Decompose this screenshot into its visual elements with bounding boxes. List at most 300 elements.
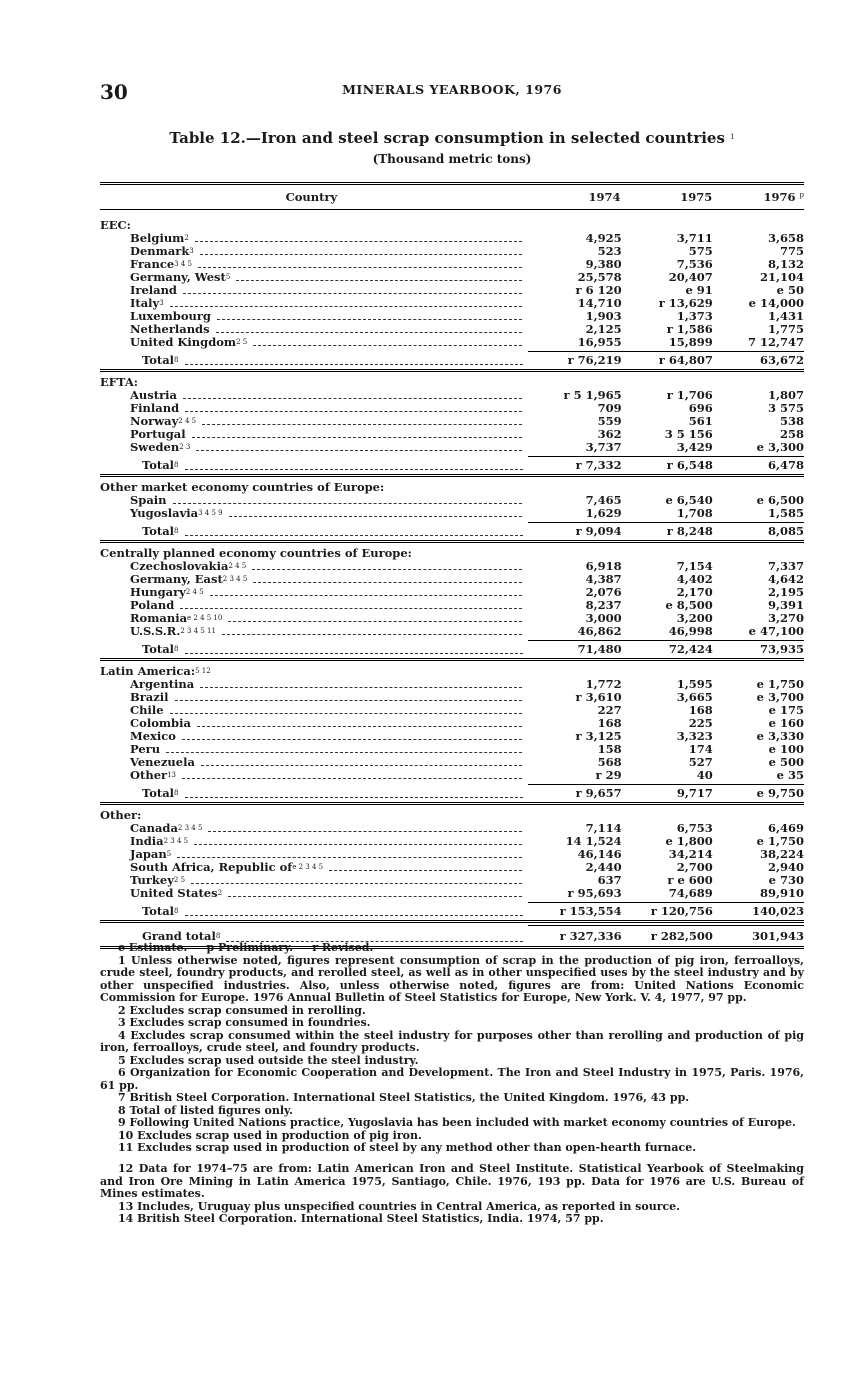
table-row-leader: [229, 516, 523, 517]
total-row-value-0: r 153,554: [559, 904, 622, 918]
table-row-label-cell: [100, 625, 524, 638]
table-row-label: Luxembourg: [130, 310, 211, 323]
table-row-value-2: e 160: [768, 716, 804, 730]
table-row-value-2: e 47,100: [748, 624, 804, 638]
double-rule: [100, 920, 804, 923]
total-rule: [528, 456, 804, 457]
footnote: 3 Excludes scrap consumed in foundries.: [118, 1016, 371, 1029]
table-row-value-0: 2,076: [585, 585, 622, 599]
table-row-value-0: 637: [597, 873, 622, 887]
table-row-leader: [185, 411, 522, 412]
group-heading-label: Latin America:: [100, 664, 196, 678]
table-row-note: 2: [217, 889, 223, 897]
table-row-value-2: e 50: [776, 283, 804, 297]
table-row-value-1: e 1,800: [665, 834, 713, 848]
table-row-note: 2 4 5: [178, 417, 197, 425]
col-header-country-label: Country: [285, 190, 338, 204]
total-row-label-cell: [100, 642, 525, 657]
table-row-value-0: 362: [597, 427, 622, 441]
footnote: 13 Includes, Uruguay plus unspecified countries in Central America, as reported in source.: [118, 1199, 681, 1213]
table-row-label-cell: [100, 415, 524, 428]
group-heading-label: EFTA:: [100, 375, 139, 389]
table-row-value-0: 158: [597, 742, 622, 756]
table-row-value-2: 6,469: [767, 821, 804, 835]
table-row-leader: [183, 293, 523, 294]
total-row-value-0: r 9,094: [575, 524, 622, 538]
total-rule: [528, 784, 804, 785]
table-row-value-2: e 100: [768, 742, 804, 756]
grand-total-row-value-2: 301,943: [751, 929, 804, 943]
total-row-leader: [185, 469, 523, 470]
table-row-leader: [217, 319, 523, 320]
table-row-value-2: 3 575: [767, 401, 804, 415]
total-row-label: Total: [142, 786, 175, 800]
table-row-value-1: 3 5 156: [664, 427, 713, 441]
group-heading-cell: [100, 546, 528, 560]
grand-total-row-value-1: r 282,500: [650, 929, 713, 943]
table-row-label: Turkey: [130, 874, 174, 887]
table-row-label: Venezuela: [130, 756, 195, 769]
table-row-leader: [173, 503, 523, 504]
total-row-value-2: 8,085: [767, 524, 804, 538]
table-row-label-cell: [100, 258, 524, 271]
table-row-value-2: 1,775: [767, 322, 804, 336]
table-row-value-2: e 6,500: [756, 493, 804, 507]
table-row-label: Denmark: [130, 245, 190, 258]
table-row-value-1: 174: [688, 742, 713, 756]
total-row-note: 8: [174, 527, 179, 535]
page-number: 30: [100, 80, 128, 104]
table-row-value-2: 7 12,747: [747, 335, 804, 349]
table-row-label: Argentina: [130, 678, 195, 691]
table-row-value-0: 46,146: [577, 847, 622, 861]
table-row-value-0: 16,955: [577, 335, 622, 349]
table-row-value-1: e 8,500: [665, 598, 713, 612]
table-row-value-0: r 6 120: [575, 283, 622, 297]
footnote: 7 British Steel Corporation. International Steel Statistics, the United Kingdom. 1976, 43 pp.: [118, 1091, 690, 1104]
table-row-label-cell: [100, 822, 524, 835]
table-row-leader: [222, 634, 523, 635]
table-row-leader: [236, 280, 522, 281]
table-row-label-cell: [100, 271, 524, 284]
table-row-label: Portugal: [130, 428, 186, 441]
table-row-leader: [208, 831, 522, 832]
table-subtitle: (Thousand metric tons): [372, 152, 532, 166]
table-row-value-0: 568: [597, 755, 622, 769]
table-row-note: 2: [184, 234, 189, 242]
table-row-value-1: 168: [688, 703, 713, 717]
table-row-value-2: 538: [779, 414, 804, 428]
total-row-note: 8: [174, 789, 179, 797]
col-header-1975: 1975: [680, 190, 713, 204]
table-row-label-cell: [100, 245, 524, 258]
table-row-value-1: 3,200: [676, 611, 713, 625]
table-row-value-0: r 5 1,965: [563, 388, 622, 402]
table-row-label-cell: [100, 848, 524, 861]
table-row-value-2: 1,807: [767, 388, 804, 402]
table-row-label: Spain: [130, 494, 167, 507]
table-row-value-0: r 3,610: [575, 690, 622, 704]
table-row-label-cell: [100, 717, 524, 730]
table-row-value-2: 1,585: [767, 506, 804, 520]
table-row-label: Czechoslovakia: [130, 560, 229, 573]
table-row-note: 2 5: [236, 338, 248, 346]
table-row-value-2: 4,642: [767, 572, 804, 586]
table-row-value-0: 523: [597, 244, 622, 258]
table-row-label: U.S.S.R.: [130, 625, 181, 638]
table-row-value-0: 4,387: [585, 572, 622, 586]
total-row-value-2: 63,672: [759, 353, 804, 367]
total-row-note: 8: [174, 356, 179, 364]
table-row-note: 3: [189, 247, 194, 255]
table-row-value-2: 9,391: [767, 598, 804, 612]
table-row-label-cell: [100, 336, 524, 349]
total-row-value-0: r 76,219: [567, 353, 622, 367]
total-row-value-2: e 9,750: [756, 786, 804, 800]
table-row-label-cell: [100, 323, 524, 336]
grand-total-row-value-0: r 327,336: [559, 929, 622, 943]
table-row-label: Chile: [130, 704, 164, 717]
group-heading-cell: [100, 480, 528, 494]
double-rule: [100, 369, 804, 372]
table-row-note: 2 4 5: [185, 588, 204, 596]
total-row-value-0: r 7,332: [575, 458, 622, 472]
table-row-value-0: 8,237: [585, 598, 622, 612]
table-row-value-0: 4,925: [585, 231, 622, 245]
table-row-note: 2 4 5: [228, 562, 247, 570]
table-row-value-1: 7,154: [676, 559, 713, 573]
total-row-value-1: r 8,248: [666, 524, 713, 538]
table-row-value-1: 561: [688, 414, 713, 428]
group-heading: [100, 808, 804, 822]
table-row-value-1: 34,214: [668, 847, 713, 861]
table-row-value-2: e 1,750: [756, 677, 804, 691]
table-row-value-0: 709: [597, 401, 622, 415]
table-row-note: e 2 4 5 10: [187, 614, 223, 622]
table-row-label: France: [130, 258, 175, 271]
total-row-value-1: 72,424: [668, 642, 713, 656]
table-body: [100, 218, 804, 949]
table-row-label: Sweden: [130, 441, 180, 454]
table-row-label: Austria: [130, 389, 177, 402]
table-row-value-1: 3,429: [676, 440, 713, 454]
table-row-label: Norway: [130, 415, 179, 428]
table-row-leader: [191, 883, 522, 884]
table-row-label-cell: [100, 573, 524, 586]
table-row-value-1: 3,665: [676, 690, 713, 704]
table-row-leader: [182, 739, 523, 740]
table-row-label-cell: [100, 389, 524, 402]
table-row-label: Hungary: [130, 586, 186, 599]
table-row-value-0: r 29: [595, 768, 622, 782]
table-row: [100, 441, 804, 454]
table-row-note: 2 3 4 5 11: [180, 627, 216, 635]
table-row-value-1: 15,899: [668, 335, 713, 349]
table-row-value-1: 225: [688, 716, 713, 730]
col-header-1976: [712, 190, 804, 204]
grand-total-row-label: Grand total: [142, 929, 216, 943]
table-row-value-1: 40: [696, 768, 713, 782]
col-header-1976-label: 1976: [763, 190, 796, 204]
total-row-note: 8: [174, 907, 179, 915]
group-heading-cell: [100, 218, 528, 232]
group-heading-cell: [100, 375, 528, 389]
table-row-value-2: 2,195: [767, 585, 804, 599]
total-row-label: Total: [142, 904, 175, 918]
footnote: 1 Unless otherwise noted, figures represent consumption of scrap in the production of pig iron, ferroalloys, crude steel, foundry products, and rerolled steel, as well as in other unspecified uses by the steel industry and by other unspecified industries. Also, unless otherwise noted, figures are from: United Nations Economic Commission for Europe. 1976 Annual Bulletin of Steel Statistics for Europe, New York. V. 4, 1977, 97 pp.: [100, 953, 804, 1004]
total-row-leader: [185, 915, 523, 916]
table-row-label: Ireland: [130, 284, 177, 297]
table-row-value-1: r 1,706: [666, 388, 713, 402]
table-row-label-cell: [100, 402, 524, 415]
table-row-label-cell: [100, 494, 524, 507]
table-title-note: 1: [730, 133, 735, 141]
total-row-label: Total: [142, 458, 175, 472]
table-row-value-1: r e 600: [667, 873, 713, 887]
table-row-label-cell: [100, 769, 524, 782]
table-row-value-0: 9,380: [585, 257, 622, 271]
footnote: 6 Organization for Economic Cooperation and Development. The Iron and Steel Industry in 1975, Paris. 1976, 61 pp.: [100, 1066, 804, 1092]
table-row-leader: [228, 896, 522, 897]
table-row-value-0: 6,918: [585, 559, 622, 573]
running-title: MINERALS YEARBOOK, 1976: [342, 82, 562, 97]
table-row-note: 13: [167, 771, 176, 779]
table-row-note: 3: [159, 299, 164, 307]
table-row-label: Netherlands: [130, 323, 210, 336]
table-row-value-1: r 13,629: [658, 296, 713, 310]
table-row-value-2: e 3,700: [756, 690, 804, 704]
total-row: [100, 524, 804, 539]
table-row-label: United States: [130, 887, 218, 900]
table-row-label: South Africa, Republic of: [130, 861, 293, 874]
table-row-label-cell: [100, 691, 524, 704]
table-row-note: e 2 3 4 5: [292, 863, 324, 871]
table-row-label: United Kingdom: [130, 336, 237, 349]
table-row-leader: [253, 345, 522, 346]
table-row-value-1: 6,753: [676, 821, 713, 835]
table-row-label: Finland: [130, 402, 180, 415]
footnote: 9 Following United Nations practice, Yugoslavia has been included with market economy countries of Europe.: [118, 1116, 796, 1129]
table-row-leader: [183, 398, 523, 399]
table-row-value-0: 3,000: [585, 611, 622, 625]
table-row-value-1: r 1,586: [666, 322, 713, 336]
double-rule: [100, 658, 804, 661]
table-row-value-0: 168: [597, 716, 622, 730]
table-row-value-0: 14,710: [577, 296, 622, 310]
table-row-leader: [329, 870, 522, 871]
table-row-label-cell: [100, 507, 524, 520]
table-row-label: Yugoslavia: [130, 507, 199, 520]
total-row-label-cell: [100, 353, 525, 368]
group-heading: [100, 375, 804, 389]
table-row-value-2: 2,940: [767, 860, 804, 874]
table-row-value-2: 1,431: [767, 309, 804, 323]
table-row-leader: [196, 450, 522, 451]
footnote: 5 Excludes scrap used outside the steel industry.: [118, 1053, 419, 1067]
total-row: [100, 642, 804, 657]
table-row-leader: [202, 424, 522, 425]
table-row-value-2: 775: [779, 244, 804, 258]
table-row-value-2: e 500: [768, 755, 804, 769]
table-row-leader: [252, 569, 522, 570]
table-row-leader: [182, 778, 522, 779]
table-row-label: Colombia: [130, 717, 191, 730]
table-row-label-cell: [100, 756, 524, 769]
table-row-value-0: 3,737: [585, 440, 622, 454]
table-row-value-2: e 1,750: [756, 834, 804, 848]
table-row-label: Germany, West: [130, 271, 226, 284]
table-row-leader: [177, 857, 522, 858]
table-row-note: 3 4 5: [174, 260, 192, 268]
table-row-value-0: 227: [597, 703, 622, 717]
table-row-value-0: 14 1,524: [565, 834, 622, 848]
table-row-label: Brazil: [130, 691, 169, 704]
table-row-value-2: 7,337: [767, 559, 804, 573]
table-row-value-1: 696: [688, 401, 713, 415]
table-row-note: 2 3 4 5: [222, 575, 248, 583]
table-row-note: 2 3 4 5: [163, 837, 189, 845]
total-row-note: 8: [174, 461, 179, 469]
total-row-label-cell: [100, 524, 525, 539]
table-title-text: Table 12.—Iron and steel scrap consumption in selected countries: [169, 129, 725, 147]
table-row: [100, 769, 804, 782]
table-row-leader: [198, 267, 523, 268]
table-row-note: 5: [225, 273, 231, 281]
table-row-leader: [166, 752, 522, 753]
total-row-leader: [185, 535, 523, 536]
total-row-value-2: 6,478: [767, 458, 804, 472]
table-title: [100, 129, 804, 147]
table-row-leader: [228, 621, 522, 622]
table-row-leader: [197, 726, 523, 727]
table-row-leader: [192, 437, 523, 438]
total-rule: [528, 640, 804, 641]
total-row-label: Total: [142, 524, 175, 538]
table-row-value-2: e 3,300: [756, 440, 804, 454]
table-row-label-cell: [100, 678, 524, 691]
total-row-label-cell: [100, 904, 525, 919]
table-row-value-1: 46,998: [668, 624, 713, 638]
total-rule: [528, 522, 804, 523]
group-heading: [100, 546, 804, 560]
table-row-leader: [195, 241, 523, 242]
footnote: 10 Excludes scrap used in production of pig iron.: [118, 1128, 422, 1142]
table-row-value-2: e 175: [768, 703, 804, 717]
total-row-value-0: r 9,657: [575, 786, 622, 800]
table-row-label-cell: [100, 704, 524, 717]
total-row-value-2: 73,935: [759, 642, 804, 656]
table-row-value-0: 7,465: [585, 493, 622, 507]
table-row-leader: [201, 765, 523, 766]
total-row-value-2: 140,023: [751, 904, 804, 918]
table-row-leader: [210, 595, 523, 596]
table-row-label: Italy: [130, 297, 160, 310]
table-row-value-2: 38,224: [759, 847, 804, 861]
footnote: 11 Excludes scrap used in production of steel by any method other than open-hearth furnace.: [118, 1141, 697, 1154]
total-row-label: Total: [142, 353, 175, 367]
table-row-leader: [170, 306, 523, 307]
group-heading: [100, 664, 804, 678]
col-header-1976-suffix: p: [799, 191, 804, 199]
table-row-label-cell: [100, 887, 524, 900]
table-row-value-1: 3,323: [676, 729, 713, 743]
table-row-value-0: 559: [597, 414, 622, 428]
table-row-value-0: 1,629: [585, 506, 622, 520]
table-row-leader: [194, 844, 522, 845]
table-row-note: 2 3: [179, 443, 191, 451]
table-row-value-1: 1,708: [676, 506, 713, 520]
table-row-value-2: 258: [779, 427, 804, 441]
total-row: [100, 458, 804, 473]
col-header-1974: 1974: [588, 190, 621, 204]
table-row-leader: [216, 332, 523, 333]
total-row-value-1: r 6,548: [666, 458, 713, 472]
table-row-value-0: 2,125: [585, 322, 622, 336]
table-row-label-cell: [100, 874, 524, 887]
table-row-value-1: e 91: [685, 283, 713, 297]
table-row-leader: [175, 700, 523, 701]
grand-total-rule: [528, 925, 804, 926]
table-row-value-1: 7,536: [676, 257, 713, 271]
table-row-label: Romania: [130, 612, 188, 625]
table-row-label-cell: [100, 861, 524, 874]
table-header-row: [100, 185, 804, 210]
total-row: [100, 904, 804, 919]
group-heading-note: 5 12: [195, 667, 211, 675]
total-row-leader: [185, 653, 523, 654]
table-row-value-2: 8,132: [767, 257, 804, 271]
group-heading-label: EEC:: [100, 218, 131, 232]
table-row-label-cell: [100, 297, 524, 310]
table-row-label: Japan: [130, 848, 167, 861]
table-row-value-1: 575: [688, 244, 713, 258]
table-row-leader: [200, 687, 522, 688]
table-row-value-2: 89,910: [759, 886, 804, 900]
total-row-value-0: 71,480: [577, 642, 622, 656]
footnotes-continued: [100, 1163, 804, 1226]
table-row-label-cell: [100, 428, 524, 441]
table-row-label-cell: [100, 284, 524, 297]
double-rule: [100, 540, 804, 543]
table-row: [100, 887, 804, 900]
table-row-value-0: 25,578: [577, 270, 622, 284]
table-row-label: India: [130, 835, 164, 848]
table-row-label-cell: [100, 586, 524, 599]
table-row-note: 2 3 4 5: [177, 824, 203, 832]
table-row-value-2: e 14,000: [748, 296, 804, 310]
table-row-value-1: 527: [688, 755, 713, 769]
total-row: [100, 786, 804, 801]
total-rule: [528, 902, 804, 903]
table-row-value-1: 20,407: [668, 270, 713, 284]
table-row-label: Mexico: [130, 730, 176, 743]
table-row-note: 2 5: [173, 876, 186, 884]
table-row-value-1: 1,595: [676, 677, 713, 691]
page-header: [100, 80, 804, 104]
table-row-label-cell: [100, 599, 524, 612]
table-row-label-cell: [100, 743, 524, 756]
table-row-value-2: e 3,330: [756, 729, 804, 743]
total-row-value-1: 9,717: [676, 786, 713, 800]
footnote: 12 Data for 1974–75 are from: Latin American Iron and Steel Institute. Statistical Yearbook of Steelmaking and Iron Ore Mining in Latin America 1975, Santiago, Chile. 1976, 193 pp. Data for 1976 are U.S. Bureau of Mines estimates.: [100, 1162, 804, 1200]
group-heading-label: Centrally planned economy countries of Europe:: [100, 546, 412, 560]
table-row-value-1: e 6,540: [665, 493, 713, 507]
total-row-label-cell: [100, 786, 525, 801]
table-row-value-1: 2,700: [676, 860, 713, 874]
table-row-value-1: 74,689: [668, 886, 713, 900]
table-row-value-2: 3,270: [767, 611, 804, 625]
table-row-value-0: 46,862: [577, 624, 622, 638]
